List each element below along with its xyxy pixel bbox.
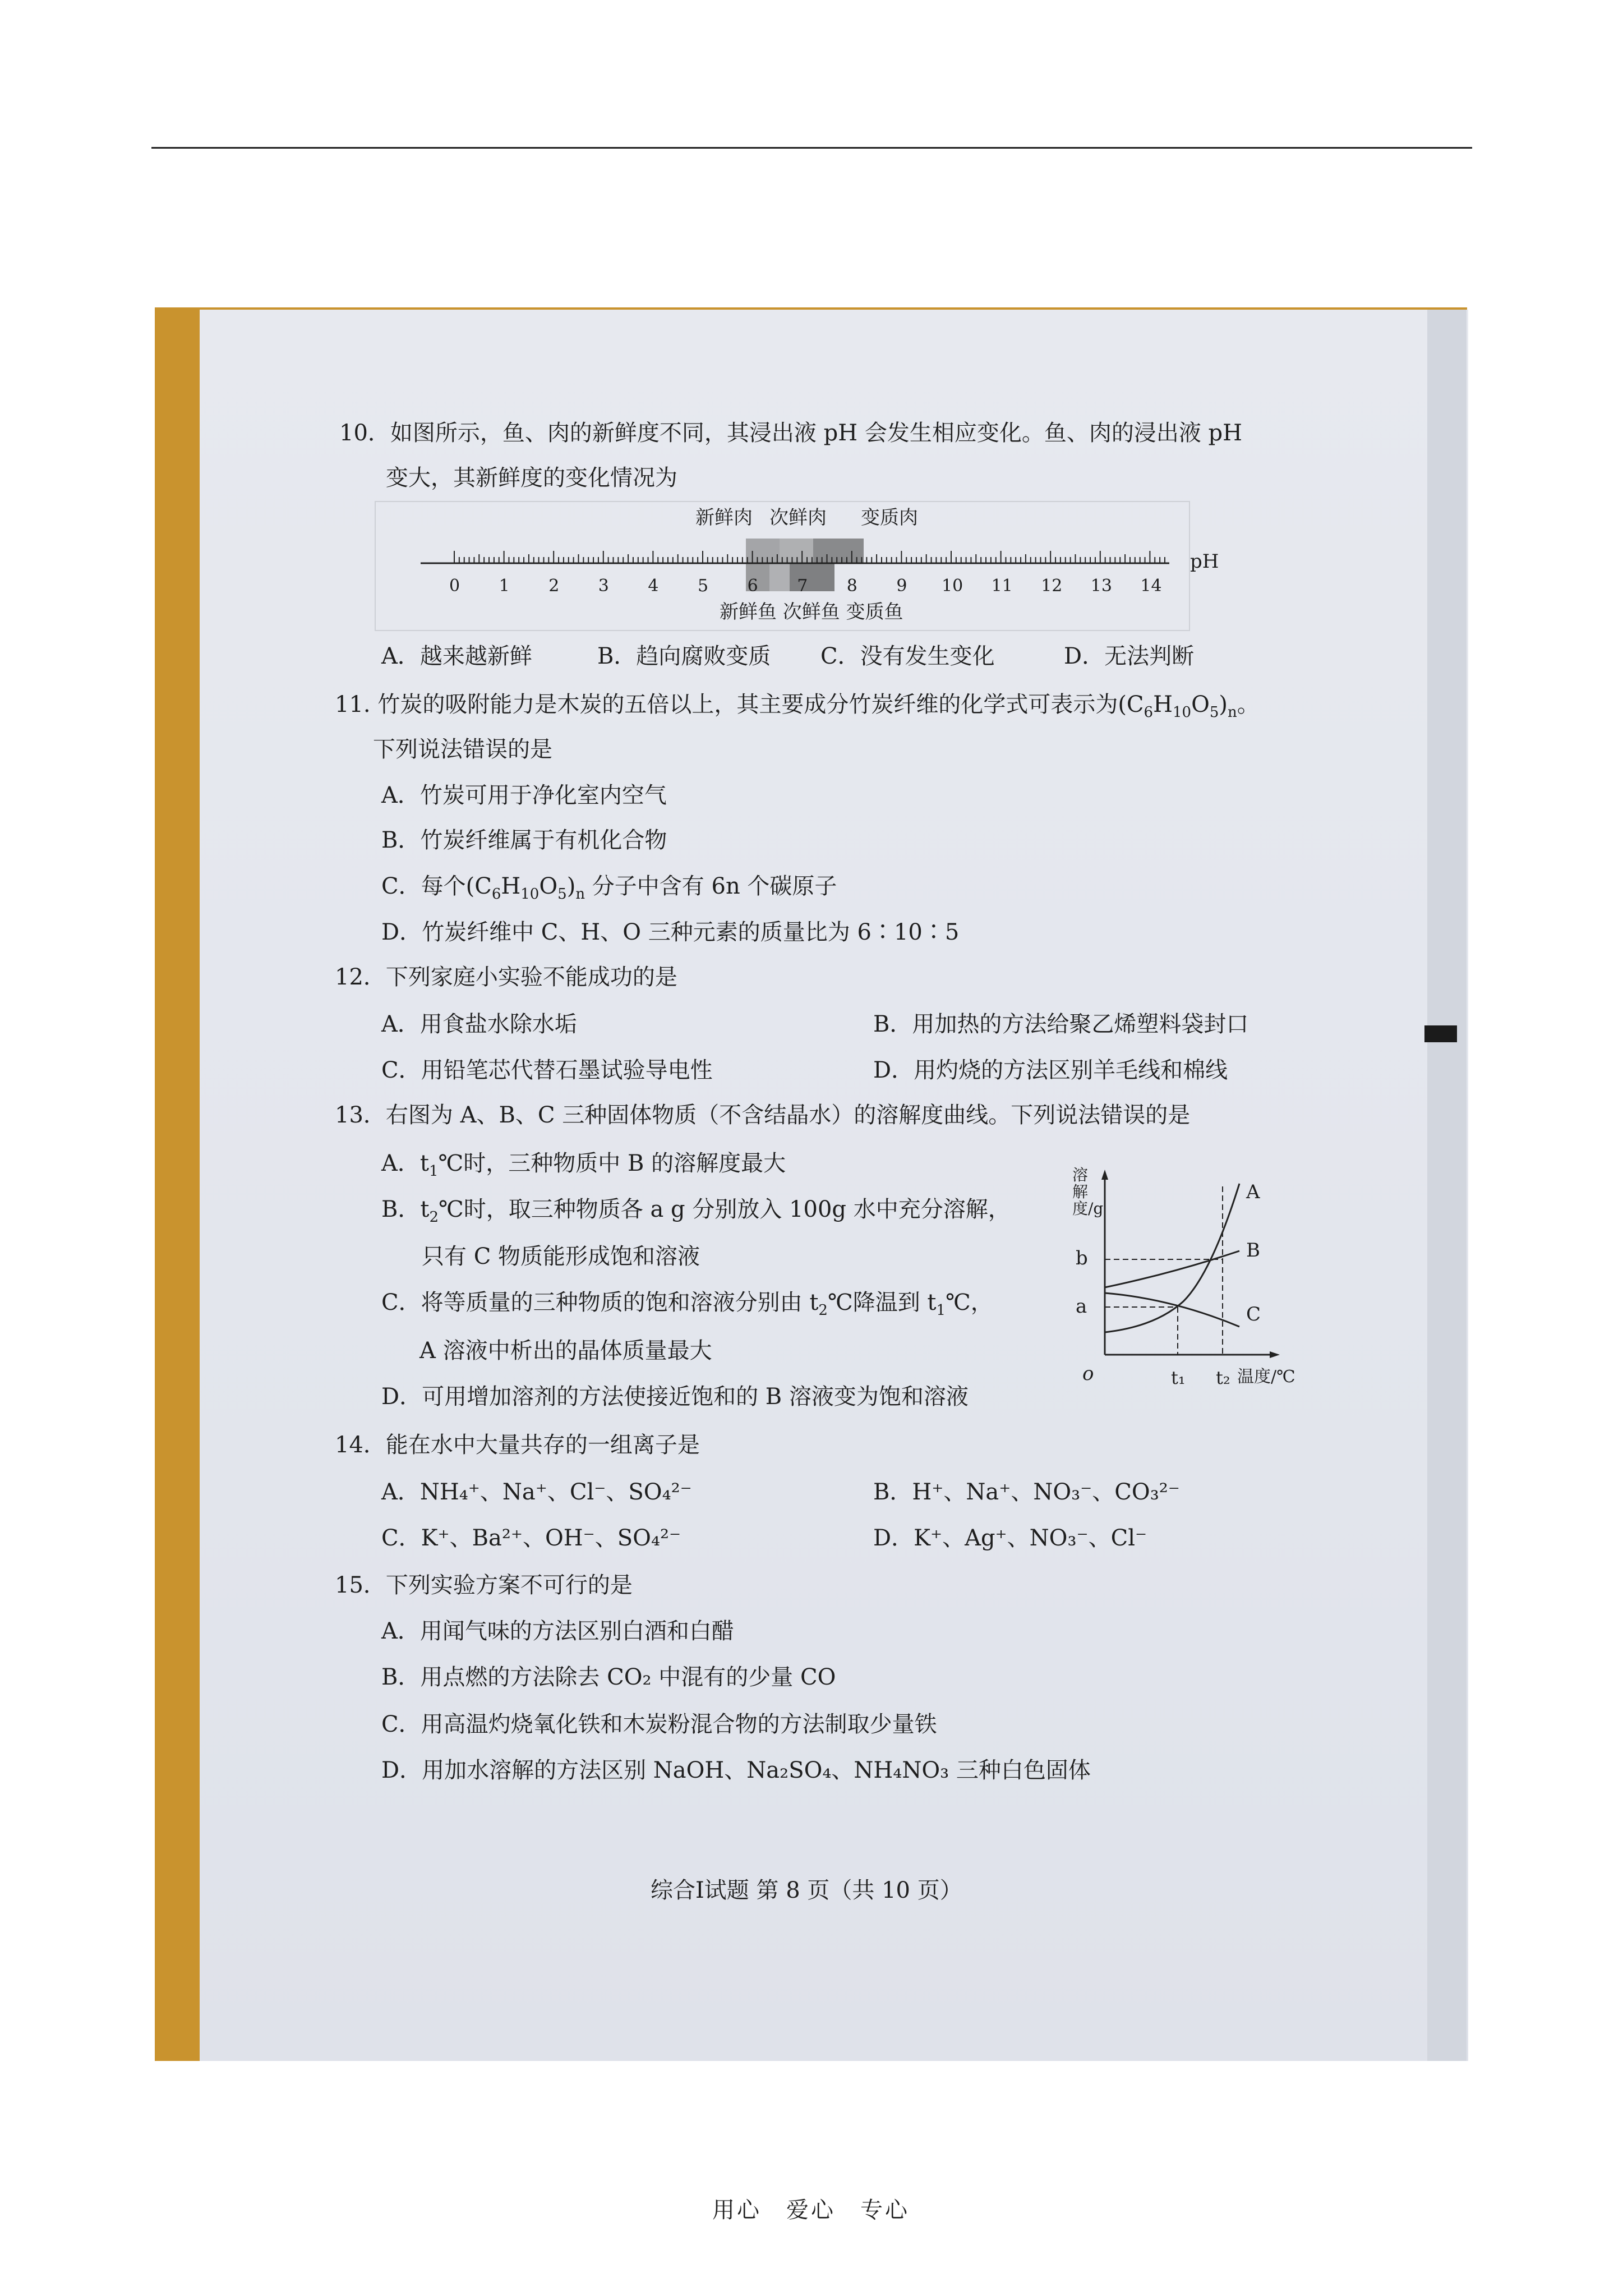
- q11-option-c: C．每个$(C_6H_{10}O_5)_n$ 分子中含有 6n 个碳原子: [381, 873, 837, 903]
- q15-option-c: C．用高温灼烧氧化铁和木炭粉混合物的方法制取少量铁: [381, 1711, 937, 1737]
- ph-tick-label: 1: [499, 576, 510, 596]
- q15-option-a: A．用闻气味的方法区别白酒和白醋: [381, 1618, 734, 1644]
- meat-label-sub-fresh: 次鲜肉: [769, 507, 827, 529]
- q14-stem: 14．能在水中大量共存的一组离子是: [335, 1432, 700, 1458]
- q14-option-d: D．K⁺、Ag⁺、NO₃⁻、Cl⁻: [873, 1525, 1147, 1551]
- ph-tick-label: 10: [942, 576, 963, 596]
- ph-tick-label: 6: [747, 576, 758, 596]
- solubility-axis-label: 溶解度/g: [1072, 1166, 1104, 1218]
- q10-option-d: D．无法判断: [1064, 643, 1195, 669]
- q10-option-a: A．越来越新鲜: [381, 643, 532, 669]
- ph-tick-label: 5: [698, 576, 709, 596]
- top-rule: [151, 147, 1472, 149]
- q14-option-a: A．NH₄⁺、Na⁺、Cl⁻、SO₄²⁻: [381, 1479, 692, 1505]
- q12-stem: 12．下列家庭小实验不能成功的是: [335, 964, 677, 990]
- q10-option-b: B．趋向腐败变质: [597, 643, 771, 669]
- ph-tick-label: 4: [648, 576, 659, 596]
- ph-tick-label: 14: [1140, 576, 1162, 596]
- ph-tick-label: 0: [449, 576, 460, 596]
- q13-option-d: D．可用增加溶剂的方法使接近饱和的 B 溶液变为饱和溶液: [381, 1384, 969, 1410]
- q13-option-c-line1: C．将等质量的三种物质的饱和溶液分别由 $t_2℃$降温到 $t_1℃$，: [381, 1290, 993, 1319]
- fish-labels: 新鲜鱼 次鲜鱼 变质鱼: [720, 601, 903, 623]
- axis-value-b: b: [1076, 1247, 1088, 1269]
- ph-tick-label: 3: [598, 576, 609, 596]
- ph-tick-label: 2: [548, 576, 560, 596]
- q12-option-d: D．用灼烧的方法区别羊毛线和棉线: [873, 1057, 1228, 1083]
- q13-stem: 13．右图为 A、B、C 三种固体物质（不含结晶水）的溶解度曲线。下列说法错误的是: [335, 1102, 1191, 1128]
- t2-label: t₂: [1216, 1367, 1230, 1388]
- q10-stem-line2: 变大，其新鲜度的变化情况为: [386, 465, 677, 491]
- curve-a-label: A: [1246, 1181, 1260, 1203]
- q13-option-c-line2: A 溶液中析出的晶体质量最大: [419, 1338, 712, 1364]
- q12-option-a: A．用食盐水除水垢: [381, 1011, 577, 1037]
- q11-stem-line1: 11. 竹炭的吸附能力是木炭的五倍以上，其主要成分竹炭纤维的化学式可表示为$(C_6H_{10}O_5)_n$。: [335, 692, 1260, 721]
- ph-tick-label: 12: [1041, 576, 1063, 596]
- q13-option-b-line1: B．$t_2℃$时，取三种物质各 a g 分别放入 100g 水中充分溶解，: [381, 1197, 1011, 1226]
- bottom-motto: 用心 爱心 专心: [712, 2197, 910, 2223]
- q10-stem-line1: 10．如图所示，鱼、肉的新鲜度不同，其浸出液 pH 会发生相应变化。鱼、肉的浸出液 pH: [339, 420, 1243, 446]
- q10-option-c: C．没有发生变化: [820, 643, 995, 669]
- paper-edge-shadow: [1427, 310, 1467, 2061]
- q11-option-a: A．竹炭可用于净化室内空气: [381, 783, 667, 808]
- curve-c-label: C: [1246, 1303, 1261, 1326]
- q11-stem-line2: 下列说法错误的是: [373, 737, 552, 762]
- temperature-axis-label: 温度/℃: [1237, 1367, 1295, 1387]
- q11-option-d: D．竹炭纤维中 C、H、O 三种元素的质量比为 6∶10∶5: [381, 919, 960, 945]
- origin-label: o: [1082, 1363, 1094, 1385]
- ph-tick-label: 13: [1090, 576, 1112, 596]
- meat-label-fresh: 新鲜肉: [695, 507, 753, 529]
- ph-tick-label: 11: [991, 576, 1013, 596]
- ph-tick-label: 8: [846, 576, 857, 596]
- ph-tick-label: 9: [896, 576, 907, 596]
- axis-value-a: a: [1076, 1295, 1087, 1318]
- q15-stem: 15．下列实验方案不可行的是: [335, 1572, 633, 1598]
- q12-option-c: C．用铅笔芯代替石墨试验导电性: [381, 1057, 713, 1083]
- q14-option-c: C．K⁺、Ba²⁺、OH⁻、SO₄²⁻: [381, 1525, 681, 1551]
- q13-option-a: A．$t_1℃$时，三种物质中 B 的溶解度最大: [381, 1151, 786, 1180]
- page-footer: 综合Ⅰ试题 第 8 页（共 10 页）: [651, 1878, 962, 1903]
- ph-tick-label: 7: [797, 576, 808, 596]
- q11-option-b: B．竹炭纤维属于有机化合物: [381, 827, 667, 853]
- q15-option-b: B．用点燃的方法除去 CO₂ 中混有的少量 CO: [381, 1664, 836, 1690]
- curve-b-label: B: [1246, 1239, 1260, 1262]
- q13-option-b-line2: 只有 C 物质能形成饱和溶液: [422, 1244, 700, 1269]
- binding-mark: [1424, 1025, 1457, 1042]
- q12-option-b: B．用加热的方法给聚乙烯塑料袋封口: [873, 1011, 1249, 1037]
- meat-label-spoiled: 变质肉: [861, 507, 918, 529]
- t1-label: t₁: [1171, 1367, 1186, 1388]
- q14-option-b: B．H⁺、Na⁺、NO₃⁻、CO₃²⁻: [873, 1479, 1180, 1505]
- q15-option-d: D．用加水溶解的方法区别 NaOH、Na₂SO₄、NH₄NO₃ 三种白色固体: [381, 1757, 1091, 1783]
- ph-unit-label: pH: [1190, 550, 1219, 573]
